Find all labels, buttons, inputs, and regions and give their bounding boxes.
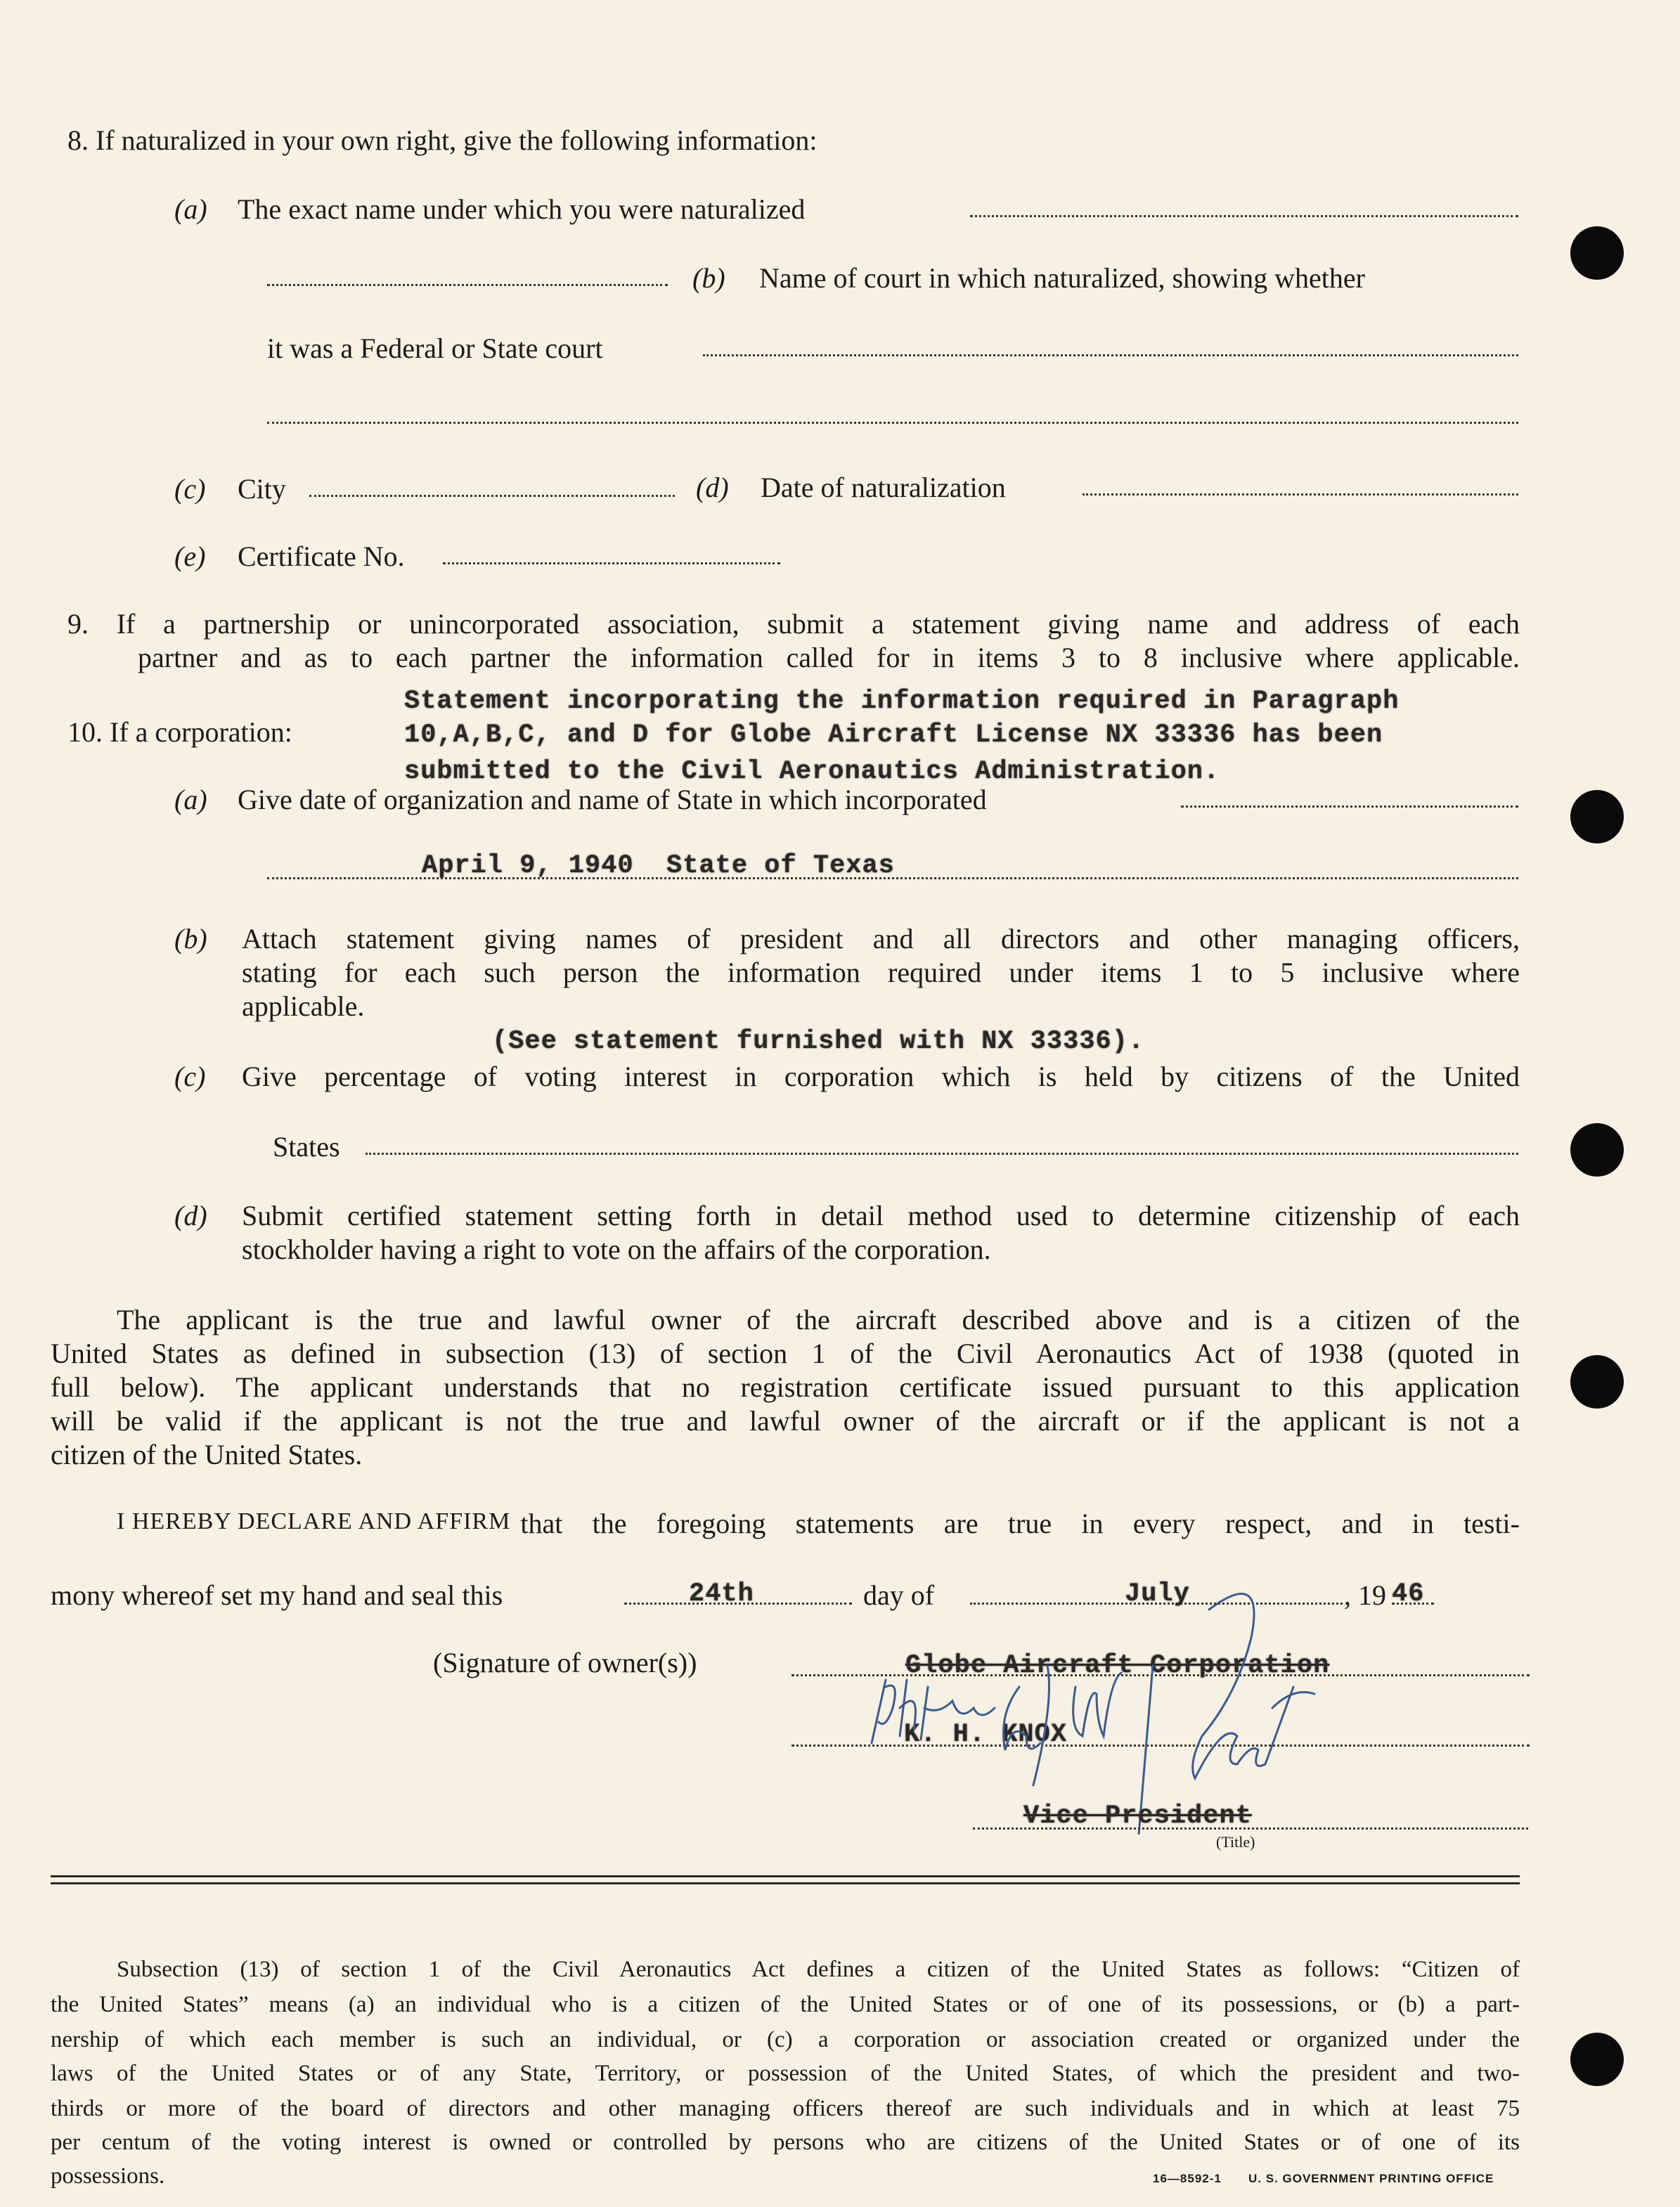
organization-date-field-cont[interactable] [267, 877, 1518, 879]
item10-b-label [174, 925, 207, 953]
naturalization-date-field[interactable] [1083, 493, 1518, 496]
certificate-number-field[interactable] [443, 562, 780, 564]
affirmation-line: full below). The applicant understands that no registration certificate issued pursuant to this application [51, 1371, 1520, 1403]
item10-d-line: stockholder having a right to vote on the affairs of the corporation. [242, 1234, 991, 1265]
item10-b-line: stating for each such person the information required under items 1 to 5 inclusive where [242, 957, 1520, 988]
item8-d-text: Date of naturalization [761, 472, 1006, 503]
footnote-line: per centum of the voting interest is owned or controlled by persons who are citizens of the United States or of one of its [51, 2130, 1520, 2155]
year-prefix: , 19 [1344, 1579, 1386, 1611]
item8-b-text: Name of court in which naturalized, showing whether [759, 262, 1365, 294]
item8-e-label [174, 543, 205, 571]
item10-b-line: applicable. [242, 990, 365, 1022]
punch-hole [1570, 790, 1624, 843]
item9-line2: partner and as to each partner the information called for in items 3 to 8 inclusive where applicable. [138, 642, 1520, 673]
item8-e-text: Certificate No. [238, 541, 405, 572]
item10-b-line: Attach statement giving names of president and all directors and other managing officers, [242, 923, 1520, 954]
item8-c-label [174, 475, 205, 503]
court-field[interactable] [703, 354, 1518, 356]
item8-a-text: The exact name under which you were naturalized [238, 193, 806, 225]
footnote-line: Subsection (13) of section 1 of the Civil Aeronautics Act defines a citizen of the United States as follows: “Citizen of [117, 1957, 1520, 1982]
affirmation-line: United States as defined in subsection (13) of section 1 of the Civil Aeronautics Act of 1938 (quoted in [51, 1338, 1520, 1369]
item8-d-letter: (d) [696, 472, 729, 503]
item10-a-label [174, 786, 207, 814]
typed-statement-line: 10,A,B,C, and D for Globe Aircraft License NX 33336 has been [404, 720, 1383, 750]
footnote-line: thirds or more of the board of directors and other managing officers thereof are such individuals and in which at least 75 [51, 2096, 1520, 2121]
signature-label: (Signature of owner(s)) [433, 1647, 697, 1678]
item10-b-letter: (b) [174, 923, 207, 954]
naturalized-name-field-cont[interactable] [267, 284, 668, 286]
typed-statement-line: Statement incorporating the information required in Paragraph [404, 687, 1400, 716]
item8-c-letter: (c) [174, 473, 206, 505]
item8-d-label [696, 474, 729, 502]
organization-date-field[interactable] [1181, 805, 1518, 808]
punch-hole [1570, 1123, 1624, 1177]
affirmation-line: The applicant is the true and lawful owner of the aircraft described above and is a citizen of the [117, 1304, 1520, 1335]
divider-rule [51, 1875, 1520, 1877]
footnote-line: laws of the United States or of any State, Territory, or possession of the United States, of which the president and two- [51, 2061, 1520, 2086]
item8-b-letter: (b) [692, 262, 725, 294]
punch-hole [1570, 226, 1624, 280]
printer-imprint: U. S. GOVERNMENT PRINTING OFFICE [1248, 2172, 1494, 2185]
punch-hole [1570, 2033, 1624, 2086]
organization-date-value: April 9, 1940 State of Texas [422, 851, 895, 881]
item10-heading: 10. If a corporation: [67, 716, 292, 748]
city-field[interactable] [309, 495, 675, 497]
affirmation-line: citizen of the United States. [51, 1439, 363, 1470]
day-value: 24th [689, 1579, 754, 1609]
day-of-text: day of [863, 1579, 935, 1611]
item8-a-label [174, 195, 207, 224]
company-name: Globe Aircraft Corporation [905, 1651, 1330, 1681]
item10-c-text2: States [273, 1131, 340, 1163]
item10-c-text: Give percentage of voting interest in corporation which is held by citizens of the United [242, 1061, 1520, 1092]
form-number: 16—8592-1 [1153, 2172, 1222, 2185]
naturalized-name-field[interactable] [970, 215, 1518, 217]
item10-a-text: Give date of organization and name of State in which incorporated [238, 784, 987, 815]
item8-heading: 8. If naturalized in your own right, give the following information: [67, 124, 818, 156]
month-value: July [1125, 1579, 1190, 1609]
footnote-line: the United States” means (a) an individual who is a citizen of the United States or of one of its possessions, or (b) a part- [51, 1992, 1520, 2017]
punch-hole [1570, 1355, 1624, 1409]
item10-c-label [174, 1063, 205, 1091]
item9-line1: 9. If a partnership or unincorporated association, submit a statement giving name and address of each [67, 608, 1520, 640]
item8-b-text2: it was a Federal or State court [267, 332, 603, 364]
handwritten-signature [844, 1581, 1476, 1834]
testimony-text: mony whereof set my hand and seal this [51, 1579, 503, 1611]
item8-e-letter: (e) [174, 541, 206, 572]
item10-d-label [174, 1202, 207, 1230]
item10-c-letter: (c) [174, 1061, 206, 1092]
typed-signer-name: K. H. KNOX [904, 1720, 1068, 1749]
footnote-line: nership of which each member is such an individual, or (c) a corporation or association created or organized under the [51, 2027, 1520, 2052]
footnote-last-line: possessions. [51, 2163, 165, 2189]
declaration-caps: I HEREBY DECLARE AND AFFIRM [117, 1508, 511, 1534]
item8-c-text: City [238, 473, 286, 505]
item10-b-typed: (See statement furnished with NX 33336). [492, 1027, 1145, 1056]
declaration-line [117, 1510, 1520, 1538]
divider-rule [51, 1882, 1520, 1884]
declaration-rest: that the foregoing statements are true in every respect, and in testi- [520, 1508, 1520, 1539]
item10-d-letter: (d) [174, 1200, 207, 1231]
court-field-cont[interactable] [267, 422, 1518, 424]
title-value: Vice President [1023, 1801, 1252, 1831]
typed-statement-line: submitted to the Civil Aeronautics Administration. [404, 757, 1220, 787]
item10-a-letter: (a) [174, 784, 207, 815]
affirmation-line: will be valid if the applicant is not the true and lawful owner of the aircraft or if the applicant is not a [51, 1405, 1520, 1437]
item10-d-line: Submit certified statement setting forth in detail method used to determine citizenship of each [242, 1200, 1520, 1231]
voting-interest-field[interactable] [366, 1153, 1518, 1155]
year-value: 46 [1392, 1579, 1425, 1609]
item8-b-label [692, 264, 725, 292]
title-label: (Title) [1216, 1833, 1255, 1851]
item8-a-letter: (a) [174, 193, 207, 225]
